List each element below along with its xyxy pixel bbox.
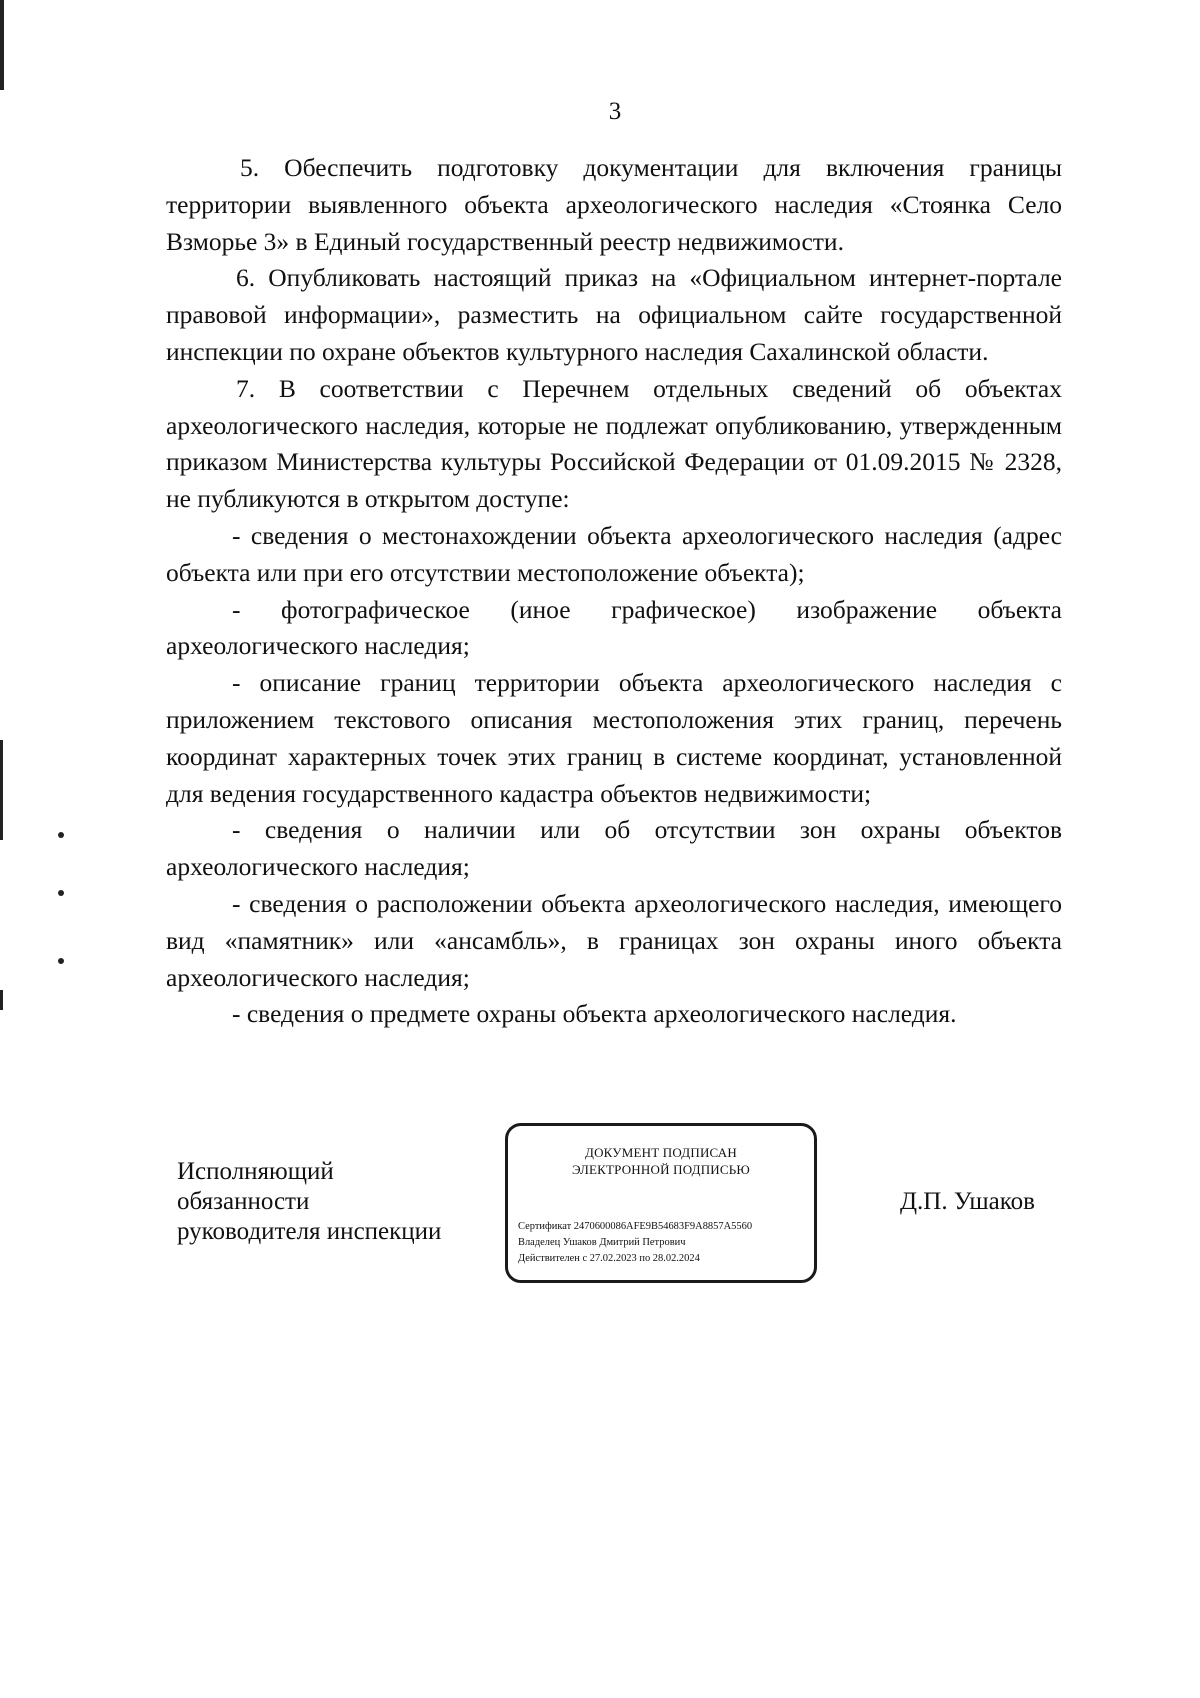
paragraph-item-7: 7. В соответствии с Перечнем отдельных сведений об объектах археологического наследия, которые не подлежат опубликованию, утвержденным приказом Министерства культуры Российской Федерации от 01.09.2015 № 2328, не публикуются в открытом доступе: bbox=[166, 373, 1062, 514]
paragraph-item-6: 6. Опубликовать настоящий приказ на «Официальном интернет-портале правовой информации», разместить на официальном сайте государственной инспекции по охране объектов культурного наследия Сахалинской области. bbox=[166, 263, 1062, 366]
scan-dot bbox=[58, 832, 64, 838]
stamp-owner: Владелец Ушаков Дмитрий Петрович bbox=[518, 1236, 686, 1248]
scan-dot bbox=[58, 958, 64, 964]
paragraph-item-5: 5. Обеспечить подготовку документации для включения границы территории выявленного объекта археологического наследия «Стоянка Село Взморье 3» в Единый государственный реестр недвижимости. bbox=[166, 153, 1062, 256]
restricted-info-item: - фотографическое (иное графическое) изображение объекта археологического наследия; bbox=[166, 594, 1062, 661]
restricted-info-item: - описание границ территории объекта археологического наследия с приложением текстового описания местоположения этих границ, перечень координат характерных точек этих границ в системе координат, установленной для ведения государственного кадастра объектов недвижимости; bbox=[166, 668, 1062, 808]
stamp-details bbox=[518, 1218, 799, 1266]
scan-edge-mark bbox=[0, 0, 4, 90]
restricted-info-item: - сведения о предмете охраны объекта археологического наследия. bbox=[232, 999, 957, 1029]
scan-edge-mark bbox=[0, 990, 3, 1010]
stamp-heading-line: ЭЛЕКТРОННОЙ ПОДПИСЬЮ bbox=[572, 1162, 750, 1177]
signer-position bbox=[177, 1157, 441, 1247]
stamp-validity: Действителен с 27.02.2023 по 28.02.2024 bbox=[518, 1252, 700, 1264]
stamp-certificate: Сертификат 2470600086AFE9B54683F9A8857A5560 bbox=[518, 1220, 753, 1232]
restricted-info-item: - сведения о наличии или об отсутствии зон охраны объектов археологического наследия; bbox=[166, 815, 1062, 882]
signer-position-line: руководителя инспекции bbox=[177, 1218, 442, 1245]
stamp-heading bbox=[508, 1144, 814, 1178]
scan-edge-mark bbox=[0, 740, 3, 840]
signer-position-line: обязанности bbox=[177, 1188, 310, 1215]
stamp-heading-line: ДОКУМЕНТ ПОДПИСАН bbox=[585, 1145, 737, 1160]
document-body bbox=[166, 150, 1062, 1033]
page-number: 3 bbox=[608, 98, 622, 125]
restricted-info-item: - сведения о местонахождении объекта археологического наследия (адрес объекта или при его отсутствии местоположение объекта); bbox=[166, 520, 1062, 587]
electronic-signature-stamp bbox=[505, 1123, 817, 1283]
restricted-info-item: - сведения о расположении объекта археологического наследия, имеющего вид «памятник» или «ансамбль», в границах зон охраны иного объекта археологического наследия; bbox=[166, 888, 1062, 992]
scan-dot bbox=[58, 890, 64, 896]
signer-position-line: Исполняющий bbox=[177, 1158, 334, 1185]
signer-name: Д.П. Ушаков bbox=[900, 1188, 1035, 1215]
